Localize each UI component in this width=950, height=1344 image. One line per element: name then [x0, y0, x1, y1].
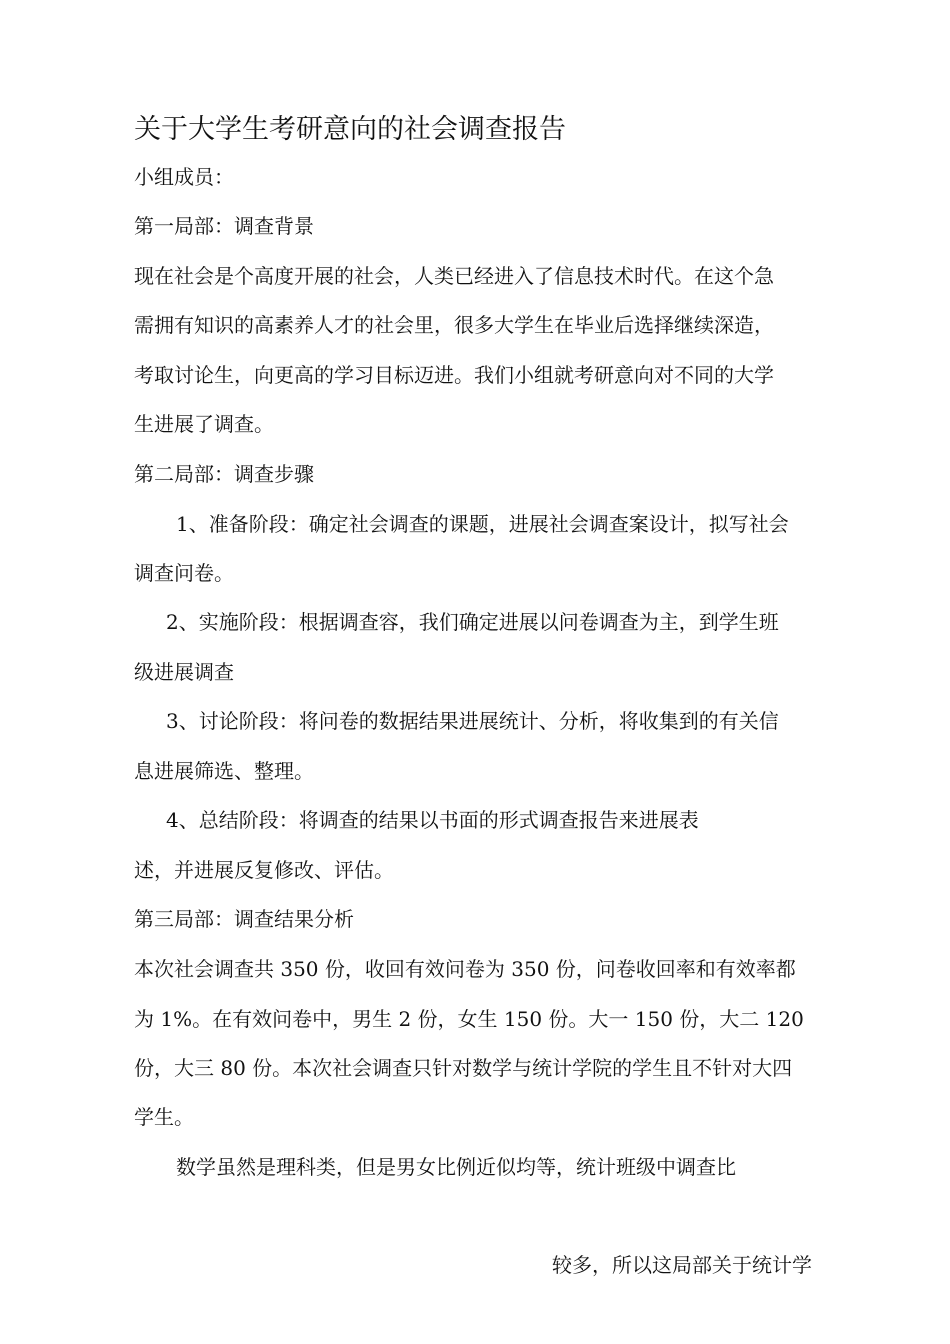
paragraph-line: 数学虽然是理科类，但是男女比例近似均等，统计班级中调查比: [176, 1155, 736, 1179]
paragraph-line: 需拥有知识的高素养人才的社会里，很多大学生在毕业后选择继续深造，: [134, 313, 774, 337]
paragraph-line: 现在社会是个高度开展的社会，人类已经进入了信息技术时代。在这个急: [134, 264, 774, 288]
paragraph-line: 学生。: [134, 1105, 194, 1129]
paragraph-line: 考取讨论生，向更高的学习目标迈进。我们小组就考研意向对不同的大学: [134, 363, 774, 387]
paragraph-line: 为 1%。在有效问卷中，男生 2 份，女生 150 份。大一 150 份，大二 120: [134, 1007, 804, 1031]
page-title: 关于大学生考研意向的社会调查报告: [134, 114, 566, 145]
paragraph-line: 本次社会调查共 350 份，收回有效问卷为 350 份，问卷收回率和有效率都: [134, 957, 796, 981]
step-line: 息进展筛选、整理。: [134, 759, 314, 783]
paragraph-line: 份，大三 80 份。本次社会调查只针对数学与统计学院的学生且不针对大四: [134, 1056, 793, 1080]
step-line: 3、讨论阶段：将问卷的数据结果进展统计、分析，将收集到的有关信: [166, 709, 779, 733]
section-heading-part1: 第一局部：调查背景: [134, 214, 314, 238]
members-label: 小组成员：: [134, 165, 234, 189]
paragraph-line: 生进展了调查。: [134, 412, 274, 436]
section-heading-part3: 第三局部：调查结果分析: [134, 907, 354, 931]
step-line: 述，并进展反复修改、评估。: [134, 858, 394, 882]
step-line: 2、实施阶段：根据调查容，我们确定进展以问卷调查为主，到学生班: [166, 610, 779, 634]
paragraph-line-continued: 较多，所以这局部关于统计学: [552, 1253, 812, 1277]
step-line: 4、总结阶段：将调查的结果以书面的形式调查报告来进展表: [166, 808, 699, 832]
step-line: 调查问卷。: [134, 561, 234, 585]
step-line: 级进展调查: [134, 660, 234, 684]
step-line: 1、准备阶段：确定社会调查的课题，进展社会调查案设计，拟写社会: [176, 512, 789, 536]
section-heading-part2: 第二局部：调查步骤: [134, 462, 314, 486]
